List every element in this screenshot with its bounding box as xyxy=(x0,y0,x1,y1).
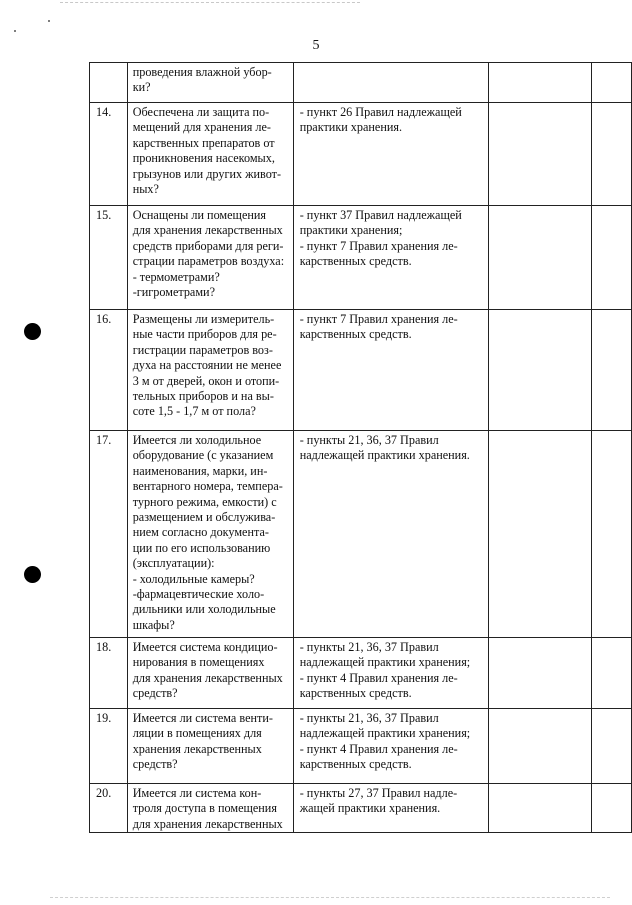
reference-cell: - пункт 7 Правил хранения ле- карственных средств. xyxy=(293,310,488,431)
scan-edge-bottom xyxy=(50,897,610,898)
answer-cell xyxy=(488,431,591,638)
question-cell: проведения влажной убор- ки? xyxy=(127,63,293,103)
reference-cell: - пункт 26 Правил надлежащей практики хранения. xyxy=(293,103,488,206)
row-number-cell: 14. xyxy=(90,103,128,206)
table-row xyxy=(90,709,632,784)
scan-edge-top xyxy=(60,2,360,3)
table-row xyxy=(90,431,632,638)
note-cell xyxy=(591,638,631,709)
question-cell: Обеспечена ли защита по- мещений для хранения ле- карственных препаратов от проникновения насекомых, грызунов или других живот- ных? xyxy=(127,103,293,206)
note-cell xyxy=(591,63,631,103)
table-row xyxy=(90,103,632,206)
row-number-cell: 16. xyxy=(90,310,128,431)
table-row xyxy=(90,310,632,431)
note-cell xyxy=(591,103,631,206)
answer-cell xyxy=(488,63,591,103)
answer-cell xyxy=(488,310,591,431)
note-cell xyxy=(591,310,631,431)
reference-cell xyxy=(293,63,488,103)
row-number-cell: 18. xyxy=(90,638,128,709)
reference-cell: - пункты 21, 36, 37 Правил надлежащей практики хранения; - пункт 4 Правил хранения ле- карственных средств. xyxy=(293,638,488,709)
punch-hole-bottom xyxy=(24,566,41,583)
table-row xyxy=(90,63,632,103)
table-row xyxy=(90,638,632,709)
note-cell xyxy=(591,709,631,784)
reference-cell: - пункты 21, 36, 37 Правил надлежащей практики хранения; - пункт 4 Правил хранения ле- карственных средств. xyxy=(293,709,488,784)
checklist-table xyxy=(89,62,632,833)
scan-speck xyxy=(14,30,16,32)
answer-cell xyxy=(488,206,591,310)
answer-cell xyxy=(488,638,591,709)
answer-cell xyxy=(488,103,591,206)
reference-cell: - пункты 21, 36, 37 Правил надлежащей практики хранения. xyxy=(293,431,488,638)
row-number-cell xyxy=(90,63,128,103)
scan-speck xyxy=(48,20,50,22)
note-cell xyxy=(591,206,631,310)
answer-cell xyxy=(488,784,591,833)
row-number-cell: 17. xyxy=(90,431,128,638)
answer-cell xyxy=(488,709,591,784)
page-number: 5 xyxy=(312,38,320,53)
table-row xyxy=(90,206,632,310)
punch-hole-top xyxy=(24,323,41,340)
question-cell: Имеется ли система кон- троля доступа в помещения для хранения лекарственных xyxy=(127,784,293,833)
reference-cell: - пункт 37 Правил надлежащей практики хранения; - пункт 7 Правил хранения ле- карственных средств. xyxy=(293,206,488,310)
question-cell: Имеется ли система венти- ляции в помещениях для хранения лекарственных средств? xyxy=(127,709,293,784)
note-cell xyxy=(591,431,631,638)
table-row xyxy=(90,784,632,833)
question-cell: Оснащены ли помещения для хранения лекарственных средств приборами для реги- страции параметров воздуха: - термометрами? -гигрометрами? xyxy=(127,206,293,310)
question-cell: Размещены ли измеритель- ные части приборов для ре- гистрации параметров воз- духа на расстоянии не менее 3 м от дверей, окон и отопи- тельных приборов и на вы- соте 1,5 - 1,7 м от пола? xyxy=(127,310,293,431)
row-number-cell: 19. xyxy=(90,709,128,784)
row-number-cell: 20. xyxy=(90,784,128,833)
row-number-cell: 15. xyxy=(90,206,128,310)
question-cell: Имеется ли холодильное оборудование (с указанием наименования, марки, ин- вентарного номера, темпера- турного режима, емкости) с размещением и обслужива- нием согласно документа- ции по его использованию (эксплуатации): - холодильные камеры? -фармацевтические холо- дильники или холодильные шкафы? xyxy=(127,431,293,638)
reference-cell: - пункты 27, 37 Правил надле- жащей практики хранения. xyxy=(293,784,488,833)
note-cell xyxy=(591,784,631,833)
question-cell: Имеется система кондицио- нирования в помещениях для хранения лекарственных средств? xyxy=(127,638,293,709)
